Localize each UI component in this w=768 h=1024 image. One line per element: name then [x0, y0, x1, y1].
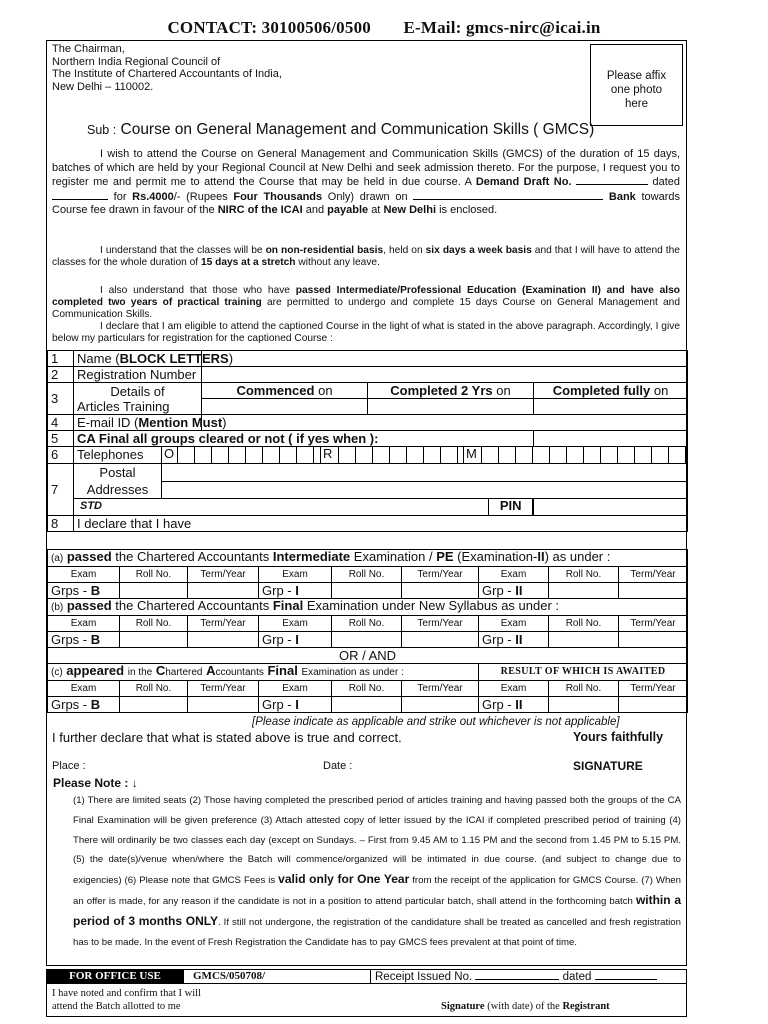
grps-b-cell [48, 697, 120, 713]
row-number: 6 [48, 447, 74, 464]
eligibility-text: are permitted to undergo and complete 15 days Course on General Management and Communication Skills. [52, 297, 680, 320]
exam-text: (Examination- [457, 549, 538, 564]
grp-label: Grp - [262, 696, 292, 712]
col-term: Term/Year [402, 616, 479, 632]
date-label: Date : [323, 760, 353, 772]
exam-b-header [48, 616, 688, 632]
col-exam: Exam [479, 567, 549, 583]
col-term: Term/Year [619, 616, 688, 632]
bank-label: Bank [608, 190, 636, 203]
dd-date-field[interactable] [52, 190, 108, 200]
for-label: for [113, 190, 127, 203]
group-ii: II [515, 696, 523, 712]
col-exam: Exam [48, 616, 120, 632]
declaration-text: I declare that I am eligible to attend the captioned Course in the light of what is stated in the above paragraph. Accordingly, I give below my particulars for registration for the captioned Course : [52, 321, 680, 344]
postal-address-line-1[interactable] [162, 464, 688, 482]
roll-field[interactable] [332, 697, 402, 713]
col-term: Term/Year [402, 681, 479, 697]
office-phone-label: O [162, 447, 178, 463]
grp-label: Grp - [262, 631, 292, 647]
col-roll: Roll No. [332, 616, 402, 632]
term-field[interactable] [619, 632, 688, 648]
completed-fully-header [534, 383, 688, 399]
receipt-date-field[interactable] [595, 970, 657, 980]
group-i: I [295, 696, 299, 712]
mobile-phone-label: M [464, 447, 482, 463]
classes-bold-2: six days a week basis [425, 245, 532, 256]
row-telephones [48, 447, 688, 464]
bank-name-field[interactable] [413, 190, 603, 200]
col-roll: Roll No. [332, 681, 402, 697]
pe-label: PE [436, 549, 454, 564]
note-text: from the receipt of the application for GMCS Course. (7) When an offer is made, for any reason if the candidate is not in a position to attend particular batch, shall attend in the forthcoming batch [73, 875, 681, 907]
grps-label: Grps - [51, 631, 88, 647]
dd-number-field[interactable] [576, 175, 648, 185]
or-and-label: OR / AND [48, 648, 688, 664]
grp-i-cell [259, 697, 332, 713]
completed-2yrs-label: Completed 2 Yrs [390, 382, 493, 398]
sig-bold: Signature [441, 1001, 485, 1012]
enclosed-text: is enclosed. [439, 204, 498, 216]
grp-ii-cell [479, 632, 549, 648]
exam-text: in the [127, 667, 153, 678]
grp-i-cell [259, 632, 332, 648]
photo-box-line: one photo [610, 84, 663, 96]
email-label-text: ) [222, 414, 227, 430]
subject-title: Course on General Management and Communication Skills ( GMCS) [120, 121, 595, 138]
final-label: Final [272, 598, 304, 613]
term-field[interactable] [188, 632, 259, 648]
exam-text: hartered [165, 667, 203, 678]
row-postal [48, 464, 688, 482]
name-label [74, 350, 234, 367]
grps-label: Grps - [51, 696, 88, 712]
exam-c-header [48, 681, 688, 697]
eligibility-paragraph [52, 285, 680, 345]
address-line: New Delhi – 110002. [52, 80, 154, 93]
col-exam: Exam [259, 616, 332, 632]
office-code: GMCS/050708/ [184, 969, 370, 984]
and-text: and [305, 204, 325, 216]
amount: Rs.4000 [132, 190, 174, 203]
contact-phone: CONTACT: 30100506/0500 [167, 18, 371, 37]
grp-ii-cell [479, 697, 549, 713]
col-exam: Exam [479, 616, 549, 632]
std-pin-row [74, 499, 534, 516]
commenced-field[interactable] [202, 399, 368, 415]
std-field[interactable] [534, 499, 688, 516]
group-ii: II [515, 582, 523, 598]
exam-a-values [48, 583, 688, 599]
row-name [48, 351, 688, 367]
yours-faithfully: Yours faithfully [573, 730, 664, 744]
email-label-text: E-mail ID ( [77, 414, 139, 430]
nirc-label: NIRC of the ICAI [217, 204, 303, 216]
amount-words: Four Thousands [233, 190, 323, 203]
contact-email: E-Mail: gmcs-nirc@icai.in [403, 18, 601, 37]
grps-b-cell [48, 583, 120, 599]
section-tag: (c) [51, 667, 63, 678]
row-declare [48, 516, 688, 532]
row-email [48, 415, 688, 431]
on-label: on [496, 382, 511, 398]
grp-label: Grp - [482, 631, 512, 647]
exam-text: the Chartered Accountants [115, 598, 270, 613]
registrant-signature[interactable] [441, 1001, 610, 1012]
col-term: Term/Year [188, 681, 259, 697]
exam-letter: A [206, 663, 216, 678]
dated-label: dated [562, 971, 592, 983]
roll-field[interactable] [332, 632, 402, 648]
passed-label: passed [66, 549, 112, 564]
section-tag: (a) [51, 553, 64, 564]
col-exam: Exam [259, 681, 332, 697]
exam-b-values [48, 632, 688, 648]
group-ii: II [515, 631, 523, 647]
term-field[interactable] [188, 697, 259, 713]
contact-header [0, 18, 768, 38]
grp-label: Grp - [482, 696, 512, 712]
receipt-field[interactable] [475, 970, 559, 980]
name-field[interactable] [202, 351, 688, 367]
exam-b-heading-cell [48, 599, 688, 616]
office-phone-field[interactable] [178, 447, 321, 463]
appeared-label: appeared [66, 663, 125, 678]
residence-phone-field[interactable] [339, 447, 464, 463]
term-field[interactable] [402, 583, 479, 599]
or-and-row [48, 648, 688, 664]
note-text: (1) There are limited seats (2) Those having completed the prescribed period of articles training and having passed both the groups of the CA Final Examination will be given preference (3) Attach attested copy of letter issued by the ICAI if completed prescribed period of training (4) There will ordinarily be two classes each day (except on Sundays. – First from 9.45 AM to 1.15 PM and the second from 1.45 PM to 5.15 PM. (5) the date(s)/venue when/where the Batch will commence/organized will be intimated in due course. (and subject to change due to exigencies) (6) Please note that GMCS Fees is [73, 795, 681, 887]
exam-table [47, 549, 688, 713]
row-number: 2 [48, 367, 74, 383]
place-label: Place : [52, 760, 86, 772]
photo-box-line: here [624, 98, 649, 110]
col-term: Term/Year [188, 616, 259, 632]
row-number: 8 [48, 516, 74, 532]
col-roll: Roll No. [120, 567, 188, 583]
on-label: on [653, 382, 669, 398]
group-i: I [295, 631, 299, 647]
exam-text: ccountants [215, 667, 264, 678]
roll-field[interactable] [549, 697, 619, 713]
confirm-line: I have noted and confirm that I will [52, 988, 201, 999]
grps-b-cell [48, 632, 120, 648]
subject-line [87, 121, 594, 139]
roll-field[interactable] [120, 697, 188, 713]
rupees-label: /- (Rupees [173, 190, 228, 203]
commenced-header [202, 383, 368, 399]
request-paragraph [52, 148, 680, 218]
pin-label: PIN [489, 499, 533, 515]
towards-text: towards Course fee drawn in favour of the [52, 190, 680, 216]
exam-b-heading [48, 599, 688, 616]
exam-text: ) as under : [544, 549, 611, 564]
section-tag: (b) [51, 602, 64, 613]
group-b: B [90, 582, 101, 598]
completed-2yrs-header [368, 383, 534, 399]
exam-c-heading-cell [48, 664, 479, 681]
mention-must-label: Mention Must [138, 414, 223, 430]
eligibility-bold: passed Intermediate/Professional Education (Examination II) and have also completed two years of practical training [52, 285, 680, 308]
exam-level: II [537, 549, 545, 564]
drawn-on-label: Only) drawn on [327, 190, 408, 203]
note-bold: within a period of 3 months ONLY [73, 892, 682, 928]
residence-phone-label: R [321, 447, 339, 463]
col-roll: Roll No. [549, 616, 619, 632]
postal-label-line: Postal [99, 465, 136, 480]
row-number: 3 [48, 383, 74, 415]
classes-text: and that I will have to attend the classes for the whole duration of [52, 245, 680, 268]
note-text: . If still not undergone, the registration of the candidature shall be treated as cancelled and fresh registration has to be made. In the event of Fresh Registration the Candidate has to pay GMCS fees prevalent at that point of time. [73, 916, 681, 948]
please-note-title: Please Note : ↓ [53, 776, 138, 790]
grp-label: Grp - [262, 582, 292, 598]
receipt-cell[interactable] [370, 969, 687, 984]
row-registration [48, 367, 688, 383]
row-articles [48, 383, 688, 399]
request-text: I wish to attend the Course on General Management and Communication Skills (GMCS) of the duration of 15 days, batches of which are held by your Regional Council at New Delhi and seek admission thereto. For the purpose, I request you to register me and permit me to attend the Course that may be held in due course. A [52, 148, 680, 188]
sig-text: (with date) of the [487, 1001, 560, 1012]
col-exam: Exam [48, 567, 120, 583]
office-use-section [46, 969, 687, 1017]
city-label: New Delhi [383, 204, 437, 216]
group-i: I [295, 582, 299, 598]
row-ca-final [48, 431, 688, 447]
dated-label: dated [652, 176, 680, 188]
exam-letter: C [155, 663, 166, 678]
postal-address-line-2[interactable] [162, 481, 688, 499]
address-line: The Institute of Chartered Accountants of India, [52, 68, 282, 80]
payable-label: payable [327, 204, 369, 216]
application-form [46, 40, 687, 966]
exam-a-header [48, 567, 688, 583]
exam-text: Examination as under : [301, 667, 404, 678]
articles-label [74, 383, 202, 415]
classes-bold-1: on non-residential basis [265, 245, 384, 256]
row-number: 1 [48, 351, 74, 367]
completed-fully-field[interactable] [534, 399, 688, 415]
roll-field[interactable] [332, 583, 402, 599]
final-label: Final [267, 663, 298, 678]
at-text: at [371, 204, 381, 216]
exam-c-heading [48, 664, 688, 681]
classes-bold-3: 15 days at a stretch [200, 257, 296, 268]
photo-box-line: Please affix [606, 70, 667, 82]
classes-text: , held on [383, 245, 423, 256]
exam-text: Examination / [353, 549, 433, 564]
mobile-phone-field[interactable] [482, 447, 687, 463]
addressee-block [52, 43, 282, 93]
result-awaited-label: RESULT OF WHICH IS AWAITED [479, 664, 688, 681]
articles-label-line: Articles Training [77, 398, 170, 414]
term-field[interactable] [402, 632, 479, 648]
telephones-label: Telephones [74, 447, 162, 464]
postal-label-line: Addresses [86, 482, 149, 497]
col-roll: Roll No. [120, 681, 188, 697]
completed-2yrs-field[interactable] [368, 399, 534, 415]
completed-fully-label: Completed fully [552, 382, 651, 398]
declaration-text: I further declare that what is stated above is true and correct. [52, 730, 402, 745]
roll-field[interactable] [549, 583, 619, 599]
col-exam: Exam [479, 681, 549, 697]
row-number: 7 [48, 464, 74, 516]
ca-final-label [74, 431, 534, 447]
receipt-label: Receipt Issued No. [375, 971, 473, 983]
exam-a-heading [48, 550, 688, 567]
term-field[interactable] [188, 583, 259, 599]
commenced-label: Commenced [236, 382, 315, 398]
col-term: Term/Year [402, 567, 479, 583]
email-field[interactable] [202, 415, 688, 431]
demand-draft-label: Demand Draft No. [475, 176, 572, 188]
subject-label: Sub : [87, 123, 117, 137]
exam-text: Examination under New Syllabus as under : [306, 598, 560, 613]
roll-field[interactable] [120, 583, 188, 599]
applicable-note: [Please indicate as applicable and strike out whichever is not applicable] [252, 716, 620, 728]
ca-final-field[interactable] [534, 431, 688, 447]
note-bold: valid only for One Year [278, 872, 410, 887]
col-term: Term/Year [619, 681, 688, 697]
grp-label: Grp - [482, 582, 512, 598]
office-use-label: FOR OFFICE USE [46, 969, 184, 984]
col-roll: Roll No. [332, 567, 402, 583]
please-note-block [53, 776, 681, 952]
col-roll: Roll No. [549, 567, 619, 583]
term-field[interactable] [402, 697, 479, 713]
col-term: Term/Year [188, 567, 259, 583]
email-label [74, 414, 227, 431]
exam-c-values [48, 697, 688, 713]
signature-label: SIGNATURE [573, 759, 643, 773]
confirm-cell [46, 984, 687, 1017]
grp-ii-cell [479, 583, 549, 599]
block-letters-label: BLOCK LETTERS [119, 350, 229, 366]
telephone-boxes[interactable] [162, 447, 688, 464]
exam-text: the Chartered Accountants [115, 549, 270, 564]
name-label-text: Name ( [77, 350, 120, 366]
classes-text: I understand that the classes will be [100, 245, 263, 256]
group-b: B [90, 631, 101, 647]
name-label-text: ) [228, 350, 234, 366]
articles-label-line: Details of [110, 383, 165, 399]
address-line: The Chairman, [52, 43, 125, 55]
term-field[interactable] [619, 583, 688, 599]
row-std-pin [48, 499, 688, 516]
row-number: 4 [48, 415, 74, 431]
passed-label: passed [66, 598, 112, 613]
roll-field[interactable] [120, 632, 188, 648]
postal-label [74, 464, 162, 499]
col-term: Term/Year [619, 567, 688, 583]
intermediate-label: Intermediate [272, 549, 351, 564]
photo-box[interactable] [590, 44, 683, 126]
grp-i-cell [259, 583, 332, 599]
term-field[interactable] [619, 697, 688, 713]
eligibility-text: I also understand that those who have [100, 285, 290, 296]
exam-a-heading-cell [48, 550, 688, 567]
col-exam: Exam [48, 681, 120, 697]
registration-field[interactable] [202, 367, 688, 383]
classes-paragraph [52, 245, 680, 269]
group-b: B [90, 696, 101, 712]
on-label: on [318, 382, 333, 398]
ca-final-label-text: CA Final all groups cleared or not ( if yes when ): [77, 430, 379, 446]
roll-field[interactable] [549, 632, 619, 648]
particulars-table [47, 350, 688, 532]
classes-text: without any leave. [298, 257, 380, 268]
address-line: Northern India Regional Council of [52, 55, 221, 68]
declare-label: I declare that I have [74, 516, 688, 532]
grps-label: Grps - [51, 582, 88, 598]
col-roll: Roll No. [549, 681, 619, 697]
col-exam: Exam [259, 567, 332, 583]
please-note-text [53, 791, 681, 952]
col-roll: Roll No. [120, 616, 188, 632]
row-number: 5 [48, 431, 74, 447]
sig-bold: Registrant [562, 1001, 610, 1012]
std-label: STD [74, 499, 489, 515]
confirm-line: attend the Batch allotted to me [52, 1001, 181, 1012]
registration-label: Registration Number [74, 367, 202, 383]
